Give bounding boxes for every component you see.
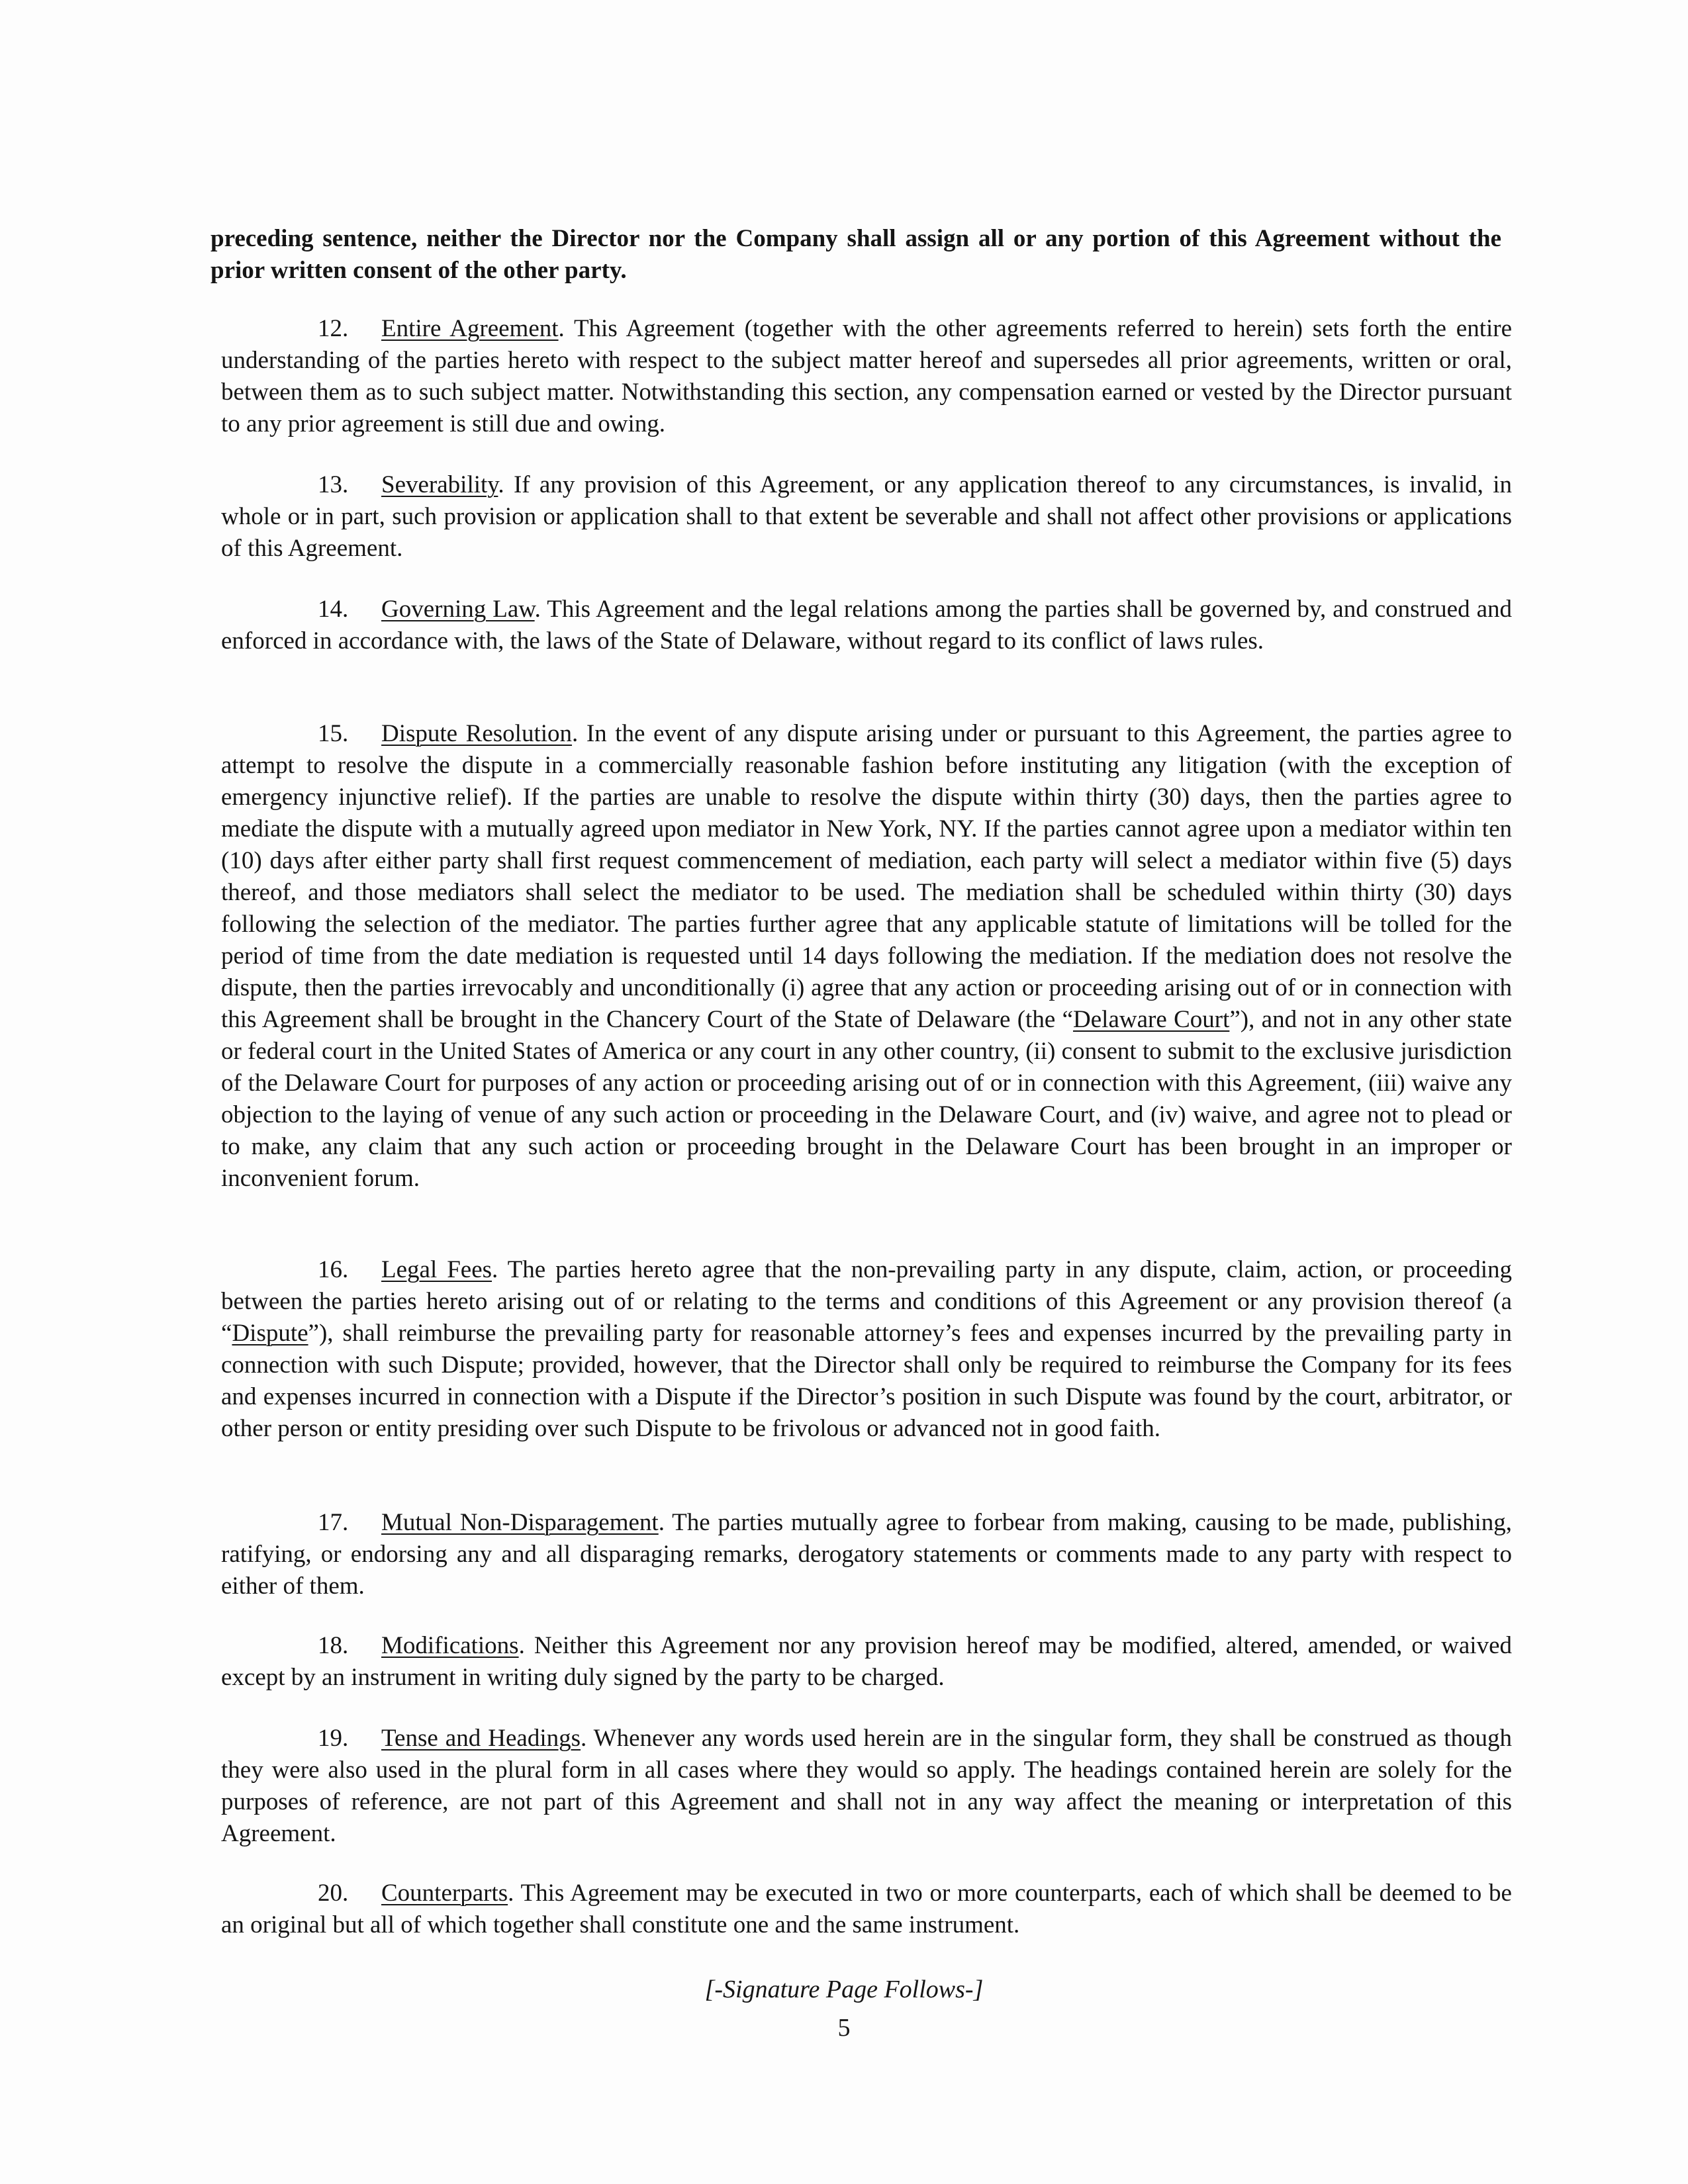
section-17-mutual-non-disparagement: 17. Mutual Non-Disparagement. The parties mutually agree to forbear from making, causing to be made, publishing, ratifying, or endorsing any and all disparaging remarks, derogatory statements or comments made to any party with respect to either of them. xyxy=(221,1507,1512,1602)
section-text: In the event of any dispute arising under or pursuant to this Agreement, the parties agree to attempt to resolve the dispute in a commercially reasonable fashion before instituting any litigation (with the exception of emergency injunctive relief). If the parties are unable to resolve the dispute within thirty (30) days, then the parties agree to mediate the dispute with a mutually agreed upon mediator in New York, NY. If the parties cannot agree upon a mediator within ten (10) days after either party shall first request commencement of mediation, each party will select a mediator within five (5) days thereof, and those mediators shall select the mediator to be used. The mediation shall be scheduled within thirty (30) days following the selection of the mediator. The parties further agree that any applicable statute of limitations will be tolled for the period of time from the date mediation is requested until 14 days following the mediation. If the mediation does not resolve the dispute, then the parties irrevocably and unconditionally (i) agree that any action or proceeding arising out of or in connection with this Agreement shall be brought in the Chancery Court of the State of Delaware (the “ xyxy=(221,720,1512,1033)
section-number: 20. xyxy=(318,1880,349,1907)
section-number: 18. xyxy=(318,1632,349,1659)
intro-paragraph: preceding sentence, neither the Director nor the Company shall assign all or any portion of this Agreement without the prior written consent of the other party. xyxy=(211,225,1501,284)
signature-page-follows-note: [-Signature Page Follows-] xyxy=(704,1976,984,2003)
section-text: If any provision of this Agreement, or any application thereof to any circumstances, is invalid, in whole or in part, such provision or application shall to that extent be severable and shall not affect other provisions or applications of this Agreement. xyxy=(221,471,1513,562)
section-heading: Dispute Resolution xyxy=(381,720,573,747)
section-number: 16. xyxy=(318,1256,349,1283)
section-18-modifications: 18. Modifications. Neither this Agreement nor any provision hereof may be modified, altered, amended, or waived except by an instrument in writing duly signed by the party to be charged. xyxy=(221,1630,1512,1694)
page-number: 5 xyxy=(837,2014,851,2042)
section-heading: Modifications xyxy=(381,1632,519,1659)
section-heading: Governing Law xyxy=(381,596,535,623)
section-text: This Agreement may be executed in two or more counterparts, each of which shall be deemed to be an original but all of which together shall constitute one and the same instrument. xyxy=(221,1880,1512,1938)
section-heading: Severability xyxy=(381,471,498,498)
section-text-continued: ”), shall reimburse the prevailing party for reasonable attorney’s fees and expenses incurred by the prevailing party in connection with such Dispute; provided, however, that the Director shall only be required to reimburse the Company for its fees and expenses incurred in connection with a Dispute if the Director’s position in such Dispute was found by the court, arbitrator, or other person or entity presiding over such Dispute to be frivolous or advanced not in good faith. xyxy=(221,1320,1512,1442)
section-19-tense-and-headings: 19. Tense and Headings. Whenever any words used herein are in the singular form, they shall be construed as though they were also used in the plural form in all cases where they would so apply. The headings contained herein are solely for the purposes of reference, are not part of this Agreement and shall not in any way affect the meaning or interpretation of this Agreement. xyxy=(221,1723,1512,1850)
section-heading: Mutual Non-Disparagement xyxy=(381,1509,659,1536)
section-text: Whenever any words used herein are in the singular form, they shall be construed as though they were also used in the plural form in all cases where they would so apply. The headings contained herein are solely for the purposes of reference, are not part of this Agreement and shall not in any way affect the meaning or interpretation of this Agreement. xyxy=(221,1725,1512,1847)
section-text-continued: ”), and not in any other state or federal court in the United States of America or any court in any other country, (ii) consent to submit to the exclusive jurisdiction of the Delaware Court for purposes of any action or proceeding arising out of or in connection with this Agreement, (iii) waive any objection to the laying of venue of any such action or proceeding in the Delaware Court, and (iv) waive, and agree not to plead or to make, any claim that any such action or proceeding brought in the Delaware Court has been brought in an improper or inconvenient forum. xyxy=(221,1006,1512,1192)
section-text: Neither this Agreement nor any provision hereof may be modified, altered, amended, or waived except by an instrument in writing duly signed by the party to be charged. xyxy=(221,1632,1513,1691)
section-number: 12. xyxy=(318,315,349,342)
section-14-governing-law: 14. Governing Law. This Agreement and the legal relations among the parties shall be governed by, and construed and enforced in accordance with, the laws of the State of Delaware, without regard to its conflict of laws rules. xyxy=(221,594,1512,657)
section-text: This Agreement and the legal relations among the parties shall be governed by, and construed and enforced in accordance with, the laws of the State of Delaware, without regard to its conflict of laws rules. xyxy=(221,596,1512,655)
section-number: 19. xyxy=(318,1725,349,1752)
section-heading: Counterparts xyxy=(381,1880,508,1907)
section-text: The parties hereto agree that the non-prevailing party in any dispute, claim, action, or proceeding between the parties hereto arising out of or relating to the terms and conditions of this Agreement or any provision thereof (a “ xyxy=(221,1256,1513,1347)
section-12-entire-agreement: 12. Entire Agreement. This Agreement (together with the other agreements referred to herein) sets forth the entire understanding of the parties hereto with respect to the subject matter hereof and supersedes all prior agreements, written or oral, between them as to such subject matter. Notwithstanding this section, any compensation earned or vested by the Director pursuant to any prior agreement is still due and owing. xyxy=(221,313,1512,440)
defined-term-delaware-court: Delaware Court xyxy=(1073,1006,1230,1033)
section-16-legal-fees: 16. Legal Fees. The parties hereto agree that the non-prevailing party in any dispute, claim, action, or proceeding between the parties hereto arising out of or relating to the terms and conditions of this Agreement or any provision thereof (a “Dispute”), shall reimburse the prevailing party for reasonable attorney’s fees and expenses incurred by the prevailing party in connection with such Dispute; provided, however, that the Director shall only be required to reimburse the Company for its fees and expenses incurred in connection with a Dispute if the Director’s position in such Dispute was found by the court, arbitrator, or other person or entity presiding over such Dispute to be frivolous or advanced not in good faith. xyxy=(221,1254,1512,1445)
section-heading: Tense and Headings xyxy=(381,1725,581,1752)
section-number: 15. xyxy=(318,720,349,747)
section-13-severability: 13. Severability. If any provision of this Agreement, or any application thereof to any circumstances, is invalid, in whole or in part, such provision or application shall to that extent be severable and shall not affect other provisions or applications of this Agreement. xyxy=(221,469,1512,565)
section-number: 17. xyxy=(318,1509,349,1536)
section-number: 13. xyxy=(318,471,349,498)
section-heading: Entire Agreement xyxy=(381,315,559,342)
section-15-dispute-resolution: 15. Dispute Resolution. In the event of any dispute arising under or pursuant to this Agreement, the parties agree to attempt to resolve the dispute in a commercially reasonable fashion before instituting any litigation (with the exception of emergency injunctive relief). If the parties are unable to resolve the dispute within thirty (30) days, then the parties agree to mediate the dispute with a mutually agreed upon mediator in New York, NY. If the parties cannot agree upon a mediator within ten (10) days after either party shall first request commencement of mediation, each party will select a mediator within five (5) days thereof, and those mediators shall select the mediator to be used. The mediation shall be scheduled within thirty (30) days following the selection of the mediator. The parties further agree that any applicable statute of limitations will be tolled for the period of time from the date mediation is requested until 14 days following the mediation. If the mediation does not resolve the dispute, then the parties irrevocably and unconditionally (i) agree that any action or proceeding arising out of or in connection with this Agreement shall be brought in the Chancery Court of the State of Delaware (the “Delaware Court”), and not in any other state or federal court in the United States of America or any court in any other country, (ii) consent to submit to the exclusive jurisdiction of the Delaware Court for purposes of any action or proceeding arising out of or in connection with this Agreement, (iii) waive any objection to the laying of venue of any such action or proceeding in the Delaware Court, and (iv) waive, and agree not to plead or to make, any claim that any such action or proceeding brought in the Delaware Court has been brought in an improper or inconvenient forum. xyxy=(221,718,1512,1195)
defined-term-dispute: Dispute xyxy=(232,1320,308,1347)
section-number: 14. xyxy=(318,596,349,623)
section-text: This Agreement (together with the other agreements referred to herein) sets forth the entire understanding of the parties hereto with respect to the subject matter hereof and supersedes all prior agreements, written or oral, between them as to such subject matter. Notwithstanding this section, any compensation earned or vested by the Director pursuant to any prior agreement is still due and owing. xyxy=(221,315,1512,437)
section-20-counterparts: 20. Counterparts. This Agreement may be executed in two or more counterparts, each of which shall be deemed to be an original but all of which together shall constitute one and the same instrument. xyxy=(221,1878,1512,1941)
section-text: The parties mutually agree to forbear from making, causing to be made, publishing, ratifying, or endorsing any and all disparaging remarks, derogatory statements or comments made to any party with respect to either of them. xyxy=(221,1509,1512,1600)
section-heading: Legal Fees xyxy=(381,1256,492,1283)
